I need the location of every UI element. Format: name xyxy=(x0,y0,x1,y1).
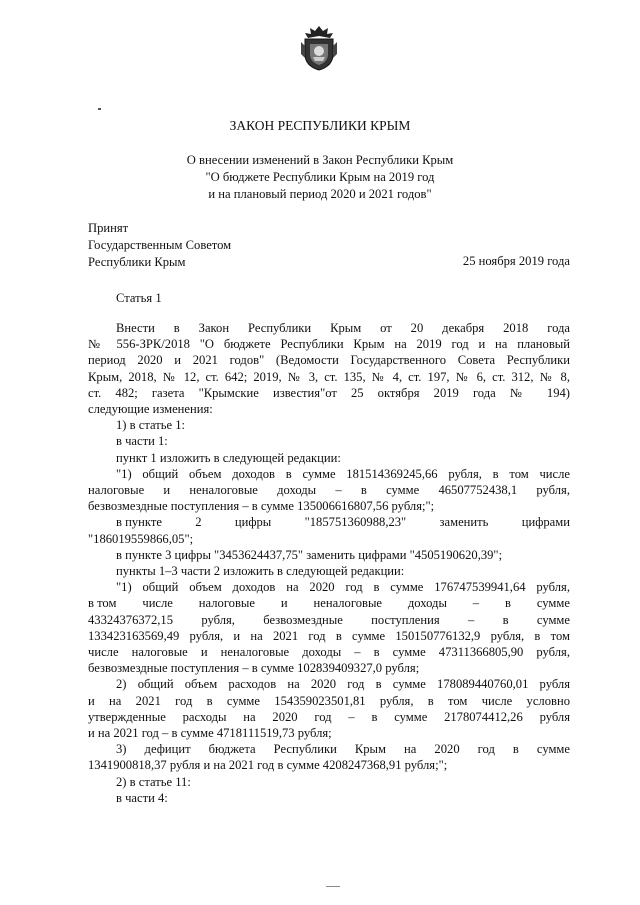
body-line: 2) общий объем расходов на 2020 год в сумме 178089440760,01 рубля xyxy=(116,677,570,692)
word: налоговые xyxy=(198,596,255,611)
body-line: № 556-ЗРК/2018 "О бюджете Республики Крым на 2019 год и на плановый xyxy=(88,337,570,352)
body-line: 3) дефицит бюджета Республики Крым на 2020 год в сумме xyxy=(116,742,570,757)
body-line: "1) общий объем доходов в сумме 181514369245,66 рубля, в том числе xyxy=(116,466,570,481)
word: заменить xyxy=(439,515,489,530)
crimea-coat-of-arms-icon xyxy=(298,24,340,72)
word: в пункте xyxy=(116,515,162,530)
adoption-date: 25 ноября 2019 года xyxy=(462,254,570,268)
word: неналоговые xyxy=(313,596,382,611)
body-line: безвозмездные поступления – в сумме 135006616807,56 рубля;"; xyxy=(88,499,435,514)
body-line xyxy=(88,514,570,530)
body-line: период 2020 и 2021 годов" (Ведомости Государственного Совета Республики xyxy=(88,353,570,368)
body-line: Внести в Закон Республики Крым от 20 декабря 2018 года xyxy=(116,321,570,335)
word: цифры xyxy=(234,515,272,530)
word: 2 xyxy=(195,515,202,530)
page-footer-mark xyxy=(326,886,340,887)
word: в xyxy=(504,596,511,611)
document-subtitle xyxy=(140,152,500,203)
adoption-line: Государственным Советом xyxy=(88,238,232,252)
body-line: 1341900818,37 рубля и на 2021 год в сумме 4208247368,91 рубля;"; xyxy=(88,758,448,773)
body-line: следующие изменения: xyxy=(88,402,213,417)
subtitle-line: и на плановый период 2020 и 2021 годов" xyxy=(208,187,432,201)
body-line: 133423163569,49 рубля, и на 2021 год в сумме 150150776132,9 рубля, в том xyxy=(88,628,570,643)
word: "185751360988,23" xyxy=(304,515,407,530)
body-line: "1) общий объем доходов на 2020 год в сумме 176747539941,64 рубля, xyxy=(116,580,570,595)
body-line: ст. 482; газета "Крымские известия"от 25 октября 2019 года № 194) xyxy=(88,385,570,400)
body-line: числе налоговые и неналоговые доходы – в сумме 47311366805,90 рубля, xyxy=(88,645,570,660)
word: – xyxy=(472,596,480,611)
document-body xyxy=(88,320,570,806)
body-line: безвозмездные поступления – в сумме 102839409327,0 рубля; xyxy=(88,661,420,676)
body-line: "186019559866,05"; xyxy=(88,531,194,546)
body-line: в пункте 3 цифры "3453624437,75" заменить цифрами "4505190620,39"; xyxy=(116,547,503,562)
word: сумме xyxy=(536,596,570,611)
word: числе xyxy=(142,596,173,611)
body-line: в части 4: xyxy=(116,790,168,805)
body-line: 1) в статье 1: xyxy=(116,418,186,433)
body-line: 43324376372,15 рубля, безвозмездные поступления – в сумме xyxy=(88,612,570,627)
body-line: налоговые и неналоговые доходы – в сумме 46507752438,1 рубля, xyxy=(88,483,570,498)
body-line: пункт 1 изложить в следующей редакции: xyxy=(116,450,341,465)
body-line: в части 1: xyxy=(116,434,168,449)
adoption-block xyxy=(88,220,388,271)
adoption-line: Республики Крым xyxy=(88,255,186,269)
word: цифрами xyxy=(521,515,570,530)
article-heading: Статья 1 xyxy=(116,291,162,305)
adoption-line: Принят xyxy=(88,221,129,235)
word: в том xyxy=(88,596,117,611)
body-line: пункты 1–3 части 2 изложить в следующей редакции: xyxy=(116,564,405,579)
scan-mark xyxy=(98,108,101,110)
body-line: утвержденные расходы на 2020 год – в сумме 2178074412,26 рубля xyxy=(88,709,570,724)
subtitle-line: О внесении изменений в Закон Республики Крым xyxy=(186,153,454,167)
document-title: ЗАКОН РЕСПУБЛИКИ КРЫМ xyxy=(229,118,411,133)
body-line: 2) в статье 11: xyxy=(116,774,191,789)
body-line xyxy=(88,595,570,611)
body-line: Крым, 2018, № 12, ст. 642; 2019, № 3, ст. 135, № 4, ст. 197, № 6, ст. 312, № 8, xyxy=(88,369,570,384)
word: и xyxy=(280,596,288,611)
word: доходы xyxy=(407,596,447,611)
body-line: и на 2021 год в сумме 154359023501,81 рубля, в том числе условно xyxy=(88,693,570,708)
body-line: и на 2021 год – в сумме 4718111519,73 рубля; xyxy=(88,726,332,741)
subtitle-line: "О бюджете Республики Крым на 2019 год xyxy=(205,170,435,184)
